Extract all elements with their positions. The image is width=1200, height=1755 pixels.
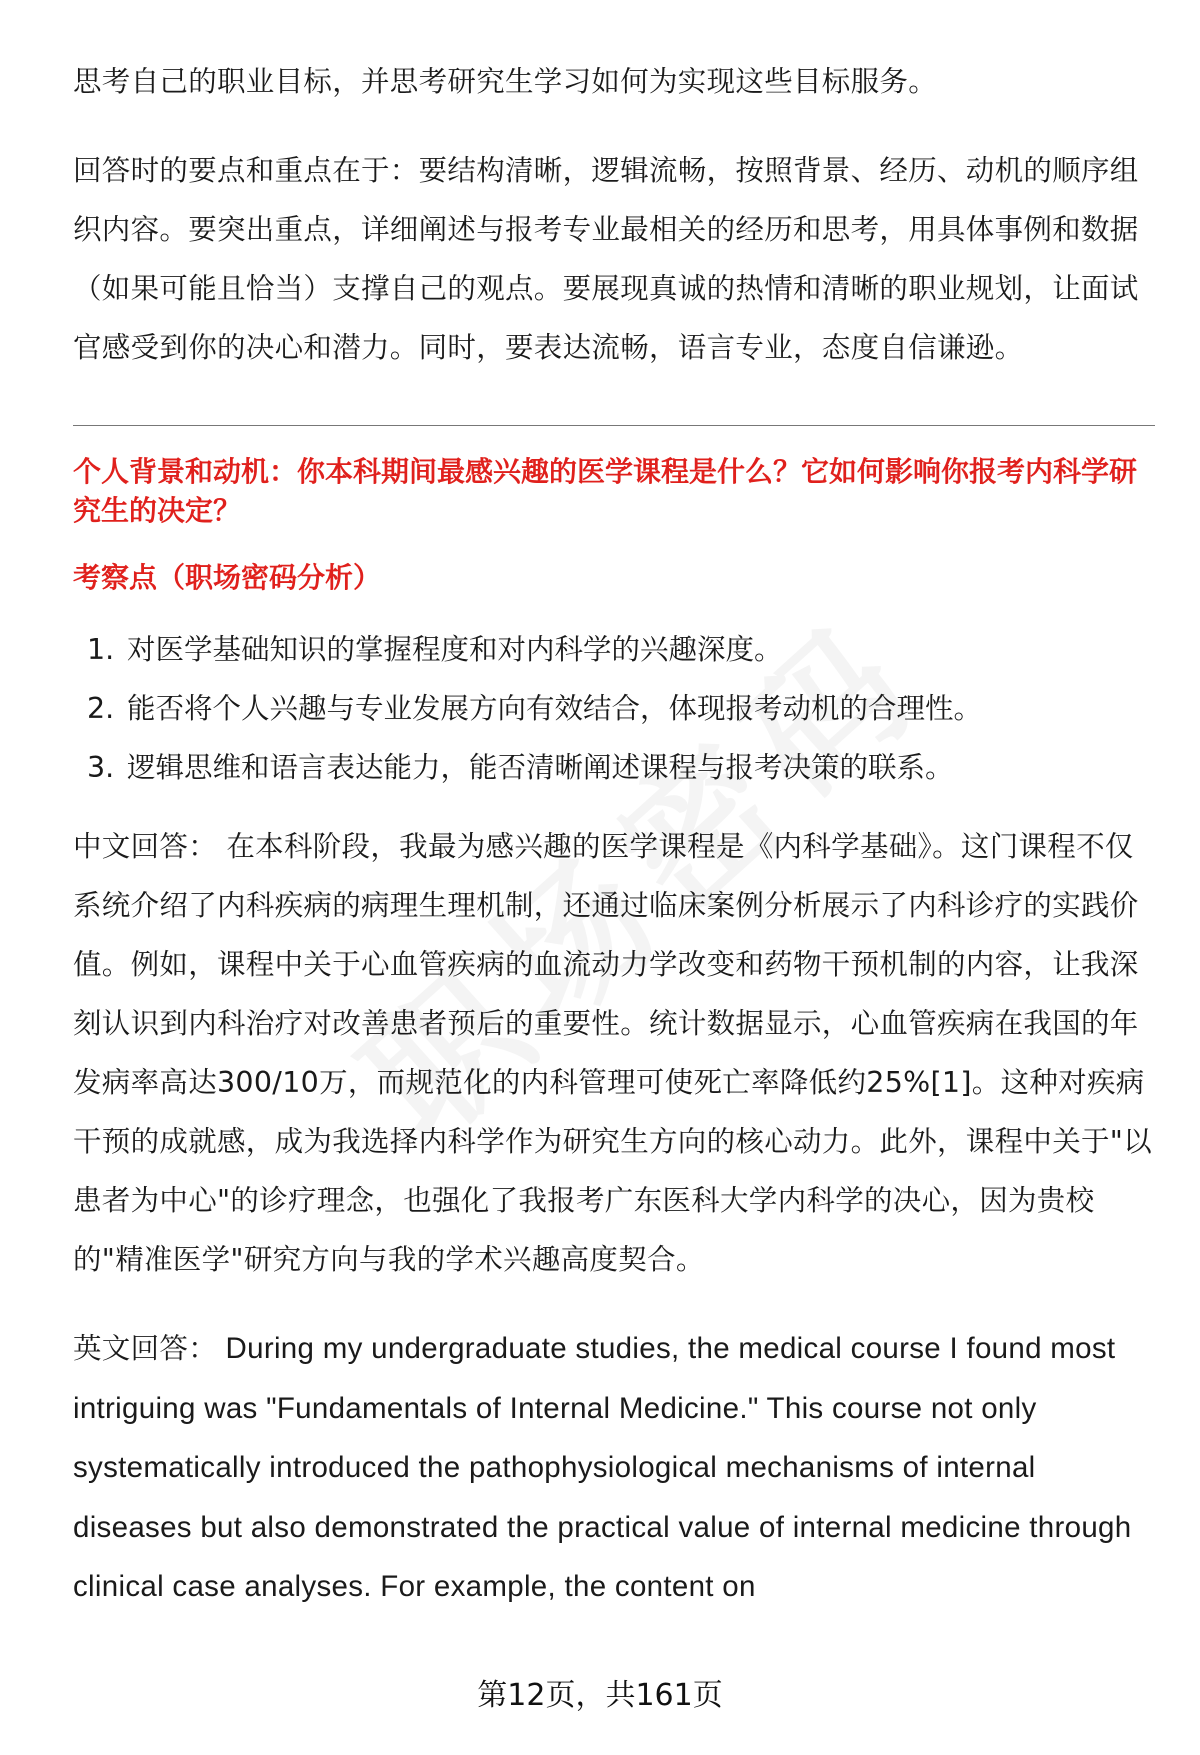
list-item-text: 逻辑思维和语言表达能力，能否清晰阐述课程与报考决策的联系。 xyxy=(127,751,954,784)
english-answer-text: During my undergraduate studies, the medical course I found most intriguing was "Fundamentals of Internal Medicine." This course not only systematically introduced the pathophysiological mechanisms of internal diseases but also demonstrated the practical value of internal medicine through clinical case analyses. For example, the content on xyxy=(73,1332,1132,1603)
intro-paragraph: 思考自己的职业目标，并思考研究生学习如何为实现这些目标服务。 xyxy=(73,65,938,98)
assessment-heading: 考察点（职场密码分析） xyxy=(73,561,382,594)
document-page xyxy=(73,52,1155,1617)
list-item-number: 1. xyxy=(87,633,115,666)
assessment-list xyxy=(73,620,1155,797)
list-item-text: 能否将个人兴趣与专业发展方向有效结合，体现报考动机的合理性。 xyxy=(127,692,983,725)
list-item-number: 3. xyxy=(87,751,115,784)
answer-guidance-paragraph: 回答时的要点和重点在于：要结构清晰，逻辑流畅，按照背景、经历、动机的顺序组织内容。要突出重点，详细阐述与报考专业最相关的经历和思考，用具体事例和数据（如果可能且恰当）支撑自己的观点。要展现真诚的热情和清晰的职业规划，让面试官感受到你的决心和潜力。同时，要表达流畅，语言专业，态度自信谦逊。 xyxy=(73,154,1139,364)
list-item xyxy=(73,620,1155,679)
page-number-footer: 第12页，共161页 xyxy=(477,1678,723,1713)
english-answer-paragraph xyxy=(73,1319,1155,1617)
english-answer-label: 英文回答： xyxy=(73,1332,218,1365)
section-divider xyxy=(73,425,1155,426)
question-title: 个人背景和动机：你本科期间最感兴趣的医学课程是什么？它如何影响你报考内科学研究生的决定？ xyxy=(73,455,1138,527)
list-item-number: 2. xyxy=(87,692,115,725)
list-item-text: 对医学基础知识的掌握程度和对内科学的兴趣深度。 xyxy=(127,633,783,666)
list-item xyxy=(73,738,1155,797)
chinese-answer-paragraph: 中文回答： 在本科阶段，我最为感兴趣的医学课程是《内科学基础》。这门课程不仅系统介绍了内科疾病的病理生理机制，还通过临床案例分析展示了内科诊疗的实践价值。例如，课程中关于心血管疾病的血流动力学改变和药物干预机制的内容，让我深刻认识到内科治疗对改善患者预后的重要性。统计数据显示，心血管疾病在我国的年发病率高达300/10万，而规范化的内科管理可使死亡率降低约25%[1]。这种对疾病干预的成就感，成为我选择内科学作为研究生方向的核心动力。此外，课程中关于"以患者为中心"的诊疗理念，也强化了我报考广东医科大学内科学的决心，因为贵校的"精准医学"研究方向与我的学术兴趣高度契合。 xyxy=(73,830,1153,1276)
list-item xyxy=(73,679,1155,738)
